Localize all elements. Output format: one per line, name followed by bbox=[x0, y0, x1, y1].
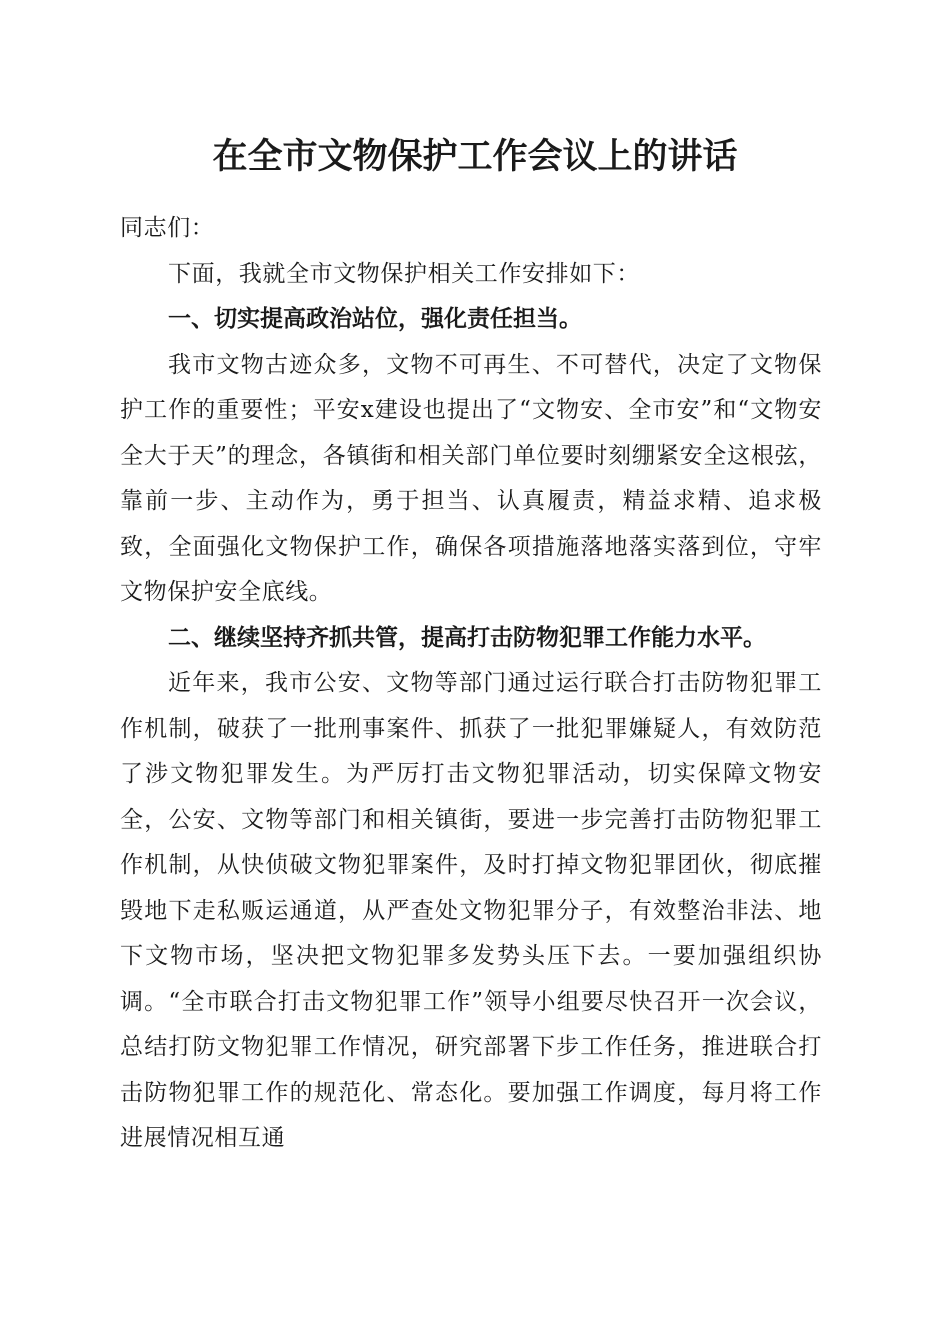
section-1-heading: 一、切实提高政治站位，强化责任担当。 bbox=[168, 306, 582, 332]
document-body bbox=[120, 206, 822, 1162]
salutation: 同志们： bbox=[120, 215, 215, 241]
section-2-paragraph: 近年来，我市公安、文物等部门通过运行联合打击防物犯罪工作机制，破获了一批刑事案件、抓获了一批犯罪嫌疑人，有效防范了涉文物犯罪发生。为严厉打击文物犯罪活动，切实保障文物安全，公安、文物等部门和相关镇街，要进一步完善打击防物犯罪工作机制，从快侦破文物犯罪案件，及时打掉文物犯罪团伙，彻底摧毁地下走私贩运通道，从严查处文物犯罪分子，有效整治非法、地下文物市场，坚决把文物犯罪多发势头压下去。一要加强组织协调。“全市联合打击文物犯罪工作”领导小组要尽快召开一次会议，总结打防文物犯罪工作情况，研究部署下步工作任务，推进联合打击防物犯罪工作的规范化、常态化。要加强工作调度，每月将工作进展情况相互通 bbox=[120, 670, 822, 1151]
intro-paragraph: 下面，我就全市文物保护相关工作安排如下： bbox=[168, 260, 640, 287]
section-2-heading: 二、继续坚持齐抓共管，提高打击防物犯罪工作能力水平。 bbox=[168, 624, 766, 651]
section-1-paragraph: 我市文物古迹众多，文物不可再生、不可替代，决定了文物保护工作的重要性；平安x建设也提出了“文物安、全市安”和“文物安全大于天”的理念，各镇街和相关部门单位要时刻绷紧安全这根弦，靠前一步、主动作为，勇于担当、认真履责，精益求精、追求极致，全面强化文物保护工作，确保各项措施落地落实落到位，守牢文物保护安全底线。 bbox=[120, 351, 822, 605]
document-title: 在全市文物保护工作会议上的讲话 bbox=[212, 136, 738, 177]
